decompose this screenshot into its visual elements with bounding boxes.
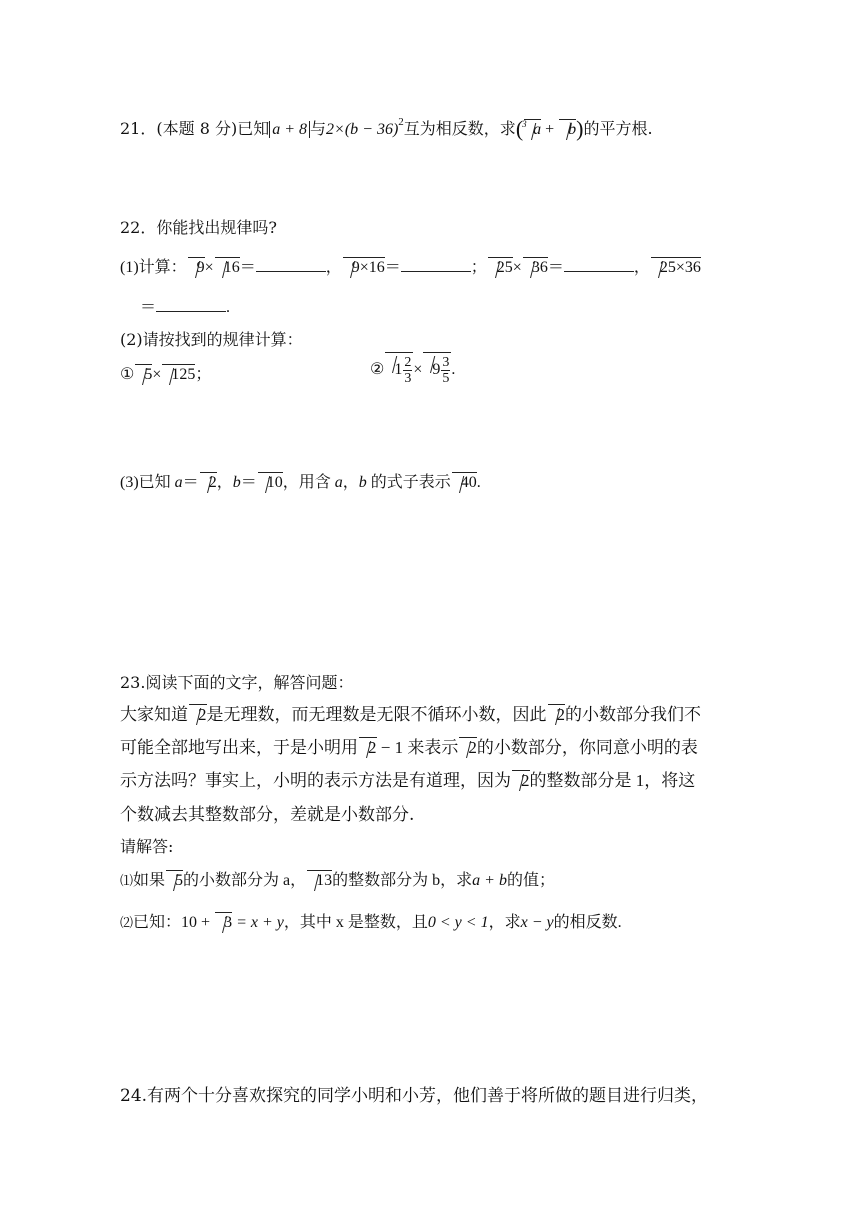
sqrt-mixed-number (423, 352, 451, 386)
text: 的小数部分为 a， (183, 872, 307, 889)
sqrt (452, 472, 477, 493)
radicand: 5 (175, 872, 184, 889)
text: 的小数部分我们不 (565, 705, 701, 724)
radicand: 5 (144, 366, 153, 383)
var-a: a (174, 474, 183, 491)
q23-para-line2 (120, 735, 698, 761)
whole-part: 9 (432, 361, 441, 379)
q22-title: 22．你能找出规律吗? (120, 218, 277, 237)
cube-root-radicand: a (533, 121, 542, 138)
sqrt-2 (359, 737, 377, 758)
q21-number: 21． (120, 119, 157, 138)
q23-item1 (120, 868, 555, 894)
radicand: 2 (556, 705, 565, 724)
expression: = x + y (232, 914, 284, 931)
sqrt (307, 870, 332, 891)
separator: ； (195, 366, 212, 383)
radicand: 13 (316, 872, 333, 889)
q21-text: 的平方根. (583, 119, 653, 138)
text: 已知： (133, 914, 182, 931)
item-mark: ② (370, 361, 385, 379)
separator: ， (325, 259, 342, 276)
square-root-radicand: b (568, 121, 577, 138)
fraction (441, 355, 450, 386)
text: 来表示 (407, 738, 459, 757)
separator: ， (633, 259, 650, 276)
q22-part2-label: (2)请按找到的规律计算： (120, 330, 303, 349)
text: 的值； (506, 872, 555, 889)
question-21 (120, 100, 653, 152)
radicand: 9 (196, 259, 205, 276)
equals: ＝ (240, 474, 257, 491)
text: 的相反数. (553, 914, 622, 931)
separator: ， (216, 474, 233, 491)
radicand: 25 (496, 259, 513, 276)
var-b: b (232, 474, 241, 491)
answer-blank[interactable] (564, 257, 634, 272)
text: 如果 (133, 872, 166, 889)
cube-root-index: 3 (522, 119, 527, 129)
q22-part1-continued (140, 295, 230, 321)
radicand: 10 (266, 474, 283, 491)
text: 大家知道 (120, 705, 188, 724)
period: . (476, 474, 481, 491)
separator: ； (470, 259, 487, 276)
text: ，用含 (282, 474, 335, 491)
equals: ＝ (140, 299, 157, 316)
radicand: 40 (460, 474, 477, 491)
sqrt (200, 472, 217, 493)
text: 的整数部分是 1，将这 (529, 771, 696, 790)
radicand: 2 (198, 705, 207, 724)
period: . (451, 361, 456, 379)
q23-item2 (120, 910, 622, 936)
sqrt (135, 364, 152, 385)
answer-blank[interactable] (401, 257, 471, 272)
q23-ask: 请解答: (120, 837, 174, 856)
q23-para-line1 (120, 702, 701, 728)
q21-root-sum: ( 3 a + b) (515, 116, 584, 141)
plus-sign: + (541, 121, 559, 138)
q21-expr2: 2×(b − 36) (326, 121, 399, 138)
sqrt (488, 257, 513, 278)
var-a: a (334, 474, 343, 491)
denominator: 3 (404, 371, 412, 386)
radicand: 3 (224, 914, 233, 931)
q22-part2-item2: ② 1 $\frac{2}{3}$ × 9 $\frac{3}{5}$ . (370, 352, 455, 386)
q23-title: 23.阅读下面的文字，解答问题： (120, 673, 354, 692)
condition: 0 < y < 1 (427, 914, 489, 931)
text: 的小数部分，你同意小明的表 (476, 738, 698, 757)
numerator: 3 (442, 355, 450, 370)
minus-one: − 1 (376, 738, 408, 757)
answer-blank[interactable] (156, 297, 226, 312)
q23-para-line3 (120, 768, 695, 794)
item-mark: ⑴ (120, 873, 134, 888)
equals: ＝ (384, 259, 401, 276)
q21-abs-expression: a + 8 (269, 121, 310, 138)
q21-text: 互为相反数，求 (403, 119, 516, 138)
text: 可能全部地写出来，于是小明用 (120, 738, 358, 757)
expression: x − y (520, 914, 554, 931)
sqrt (523, 257, 548, 278)
item-mark: ⑵ (120, 915, 134, 930)
radicand: 2 (521, 771, 530, 790)
whole-part: 1 (394, 361, 403, 379)
q22-part1: (1)计算： 9× 16＝ ， 9×16＝ ； 25× 36＝ ， 25×36 (120, 259, 701, 276)
expression: a + b (472, 872, 507, 889)
q23-para-line4: 个数减去其整数部分，差就是小数部分. (120, 805, 415, 825)
q22-part1-label: (1)计算： (120, 259, 187, 276)
radicand: 16 (223, 259, 240, 276)
text: 示方法吗？事实上，小明的表示方法是有道理，因为 (120, 771, 511, 790)
sqrt (162, 364, 195, 385)
separator: ， (342, 474, 359, 491)
sqrt (651, 257, 701, 278)
radicand: 2 (208, 474, 217, 491)
q21-exponent: 2 (398, 116, 404, 128)
sqrt-2 (189, 704, 207, 725)
q22-part3 (120, 470, 481, 496)
sqrt-2 (459, 737, 477, 758)
sqrt-2 (512, 770, 530, 791)
q21-square-expression (326, 116, 404, 138)
fraction (403, 355, 412, 386)
item-mark: ① (120, 366, 135, 383)
sqrt (215, 912, 232, 933)
expression: 10 + (181, 914, 215, 931)
text: ，求 (488, 914, 521, 931)
sqrt (215, 257, 240, 278)
q21-score: (本题 8 分) (156, 119, 238, 138)
equals: ＝ (239, 259, 256, 276)
square-root (559, 119, 576, 140)
radicand: 9×16 (351, 259, 385, 276)
q22-part2-item1: ① 5× 125； (120, 366, 212, 383)
text: 是无理数，而无理数是无限不循环小数，因此 (206, 705, 547, 724)
radicand: 25×36 (659, 259, 701, 276)
cube-root (524, 119, 541, 140)
sqrt (258, 472, 283, 493)
text: (3)已知 (120, 474, 175, 491)
q24-text: 24.有两个十分喜欢探究的同学小明和小芳，他们善于将所做的题目进行归类， (120, 1086, 709, 1106)
q21-text: 已知 (237, 119, 270, 138)
answer-blank[interactable] (256, 257, 326, 272)
period: . (226, 299, 231, 316)
numerator: 2 (404, 355, 412, 370)
radicand: 36 (531, 259, 548, 276)
radicand: 2 (368, 738, 377, 757)
radicand: 125 (171, 366, 196, 383)
sqrt (343, 257, 385, 278)
text: 的整数部分为 b，求 (332, 872, 473, 889)
sqrt-mixed-number (385, 352, 413, 386)
text: ，其中 x 是整数，且 (283, 914, 428, 931)
radicand: 2 (468, 738, 477, 757)
sqrt (188, 257, 205, 278)
text: 的式子表示 (366, 474, 451, 491)
sqrt (166, 870, 183, 891)
equals: ＝ (182, 474, 199, 491)
q21-text: 与 (310, 119, 327, 138)
equals: ＝ (547, 259, 564, 276)
denominator: 5 (442, 371, 450, 386)
var-b: b (358, 474, 367, 491)
sqrt-2 (548, 704, 566, 725)
